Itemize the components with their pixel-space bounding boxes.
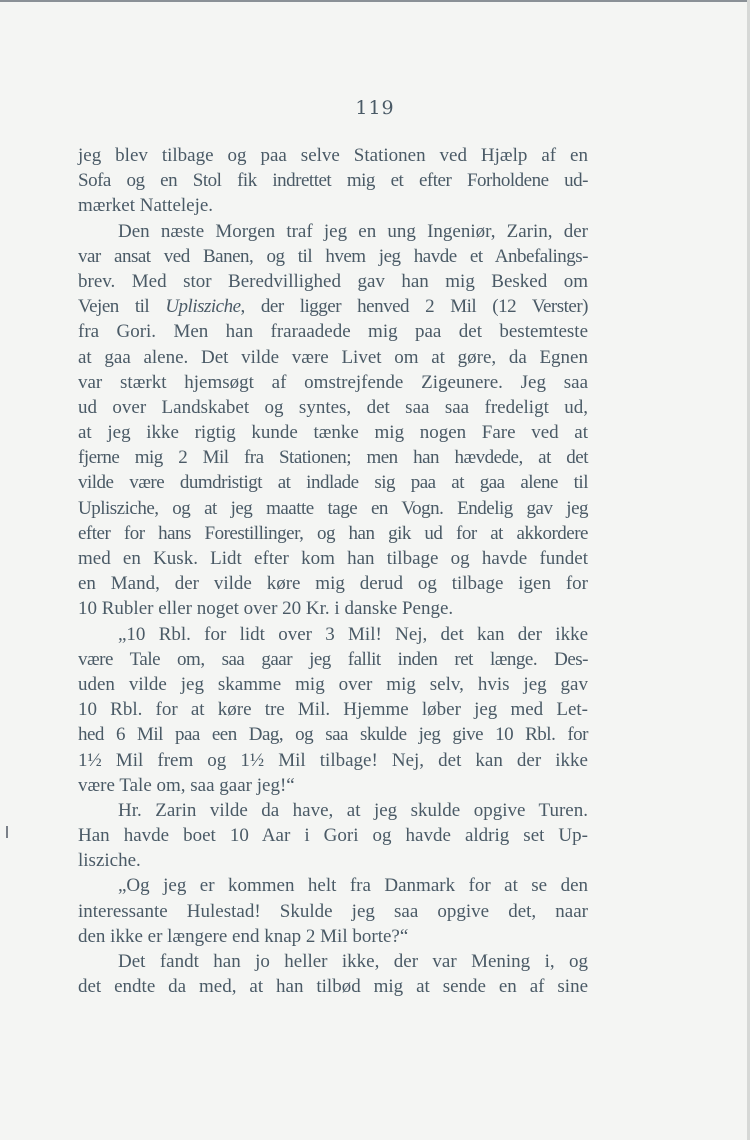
text-line: Sofa og en Stol fik indrettet mig et efter Forholdene ud- [78, 170, 588, 192]
text-line: uden vilde jeg skamme mig over mig selv, hvis jeg gav [78, 673, 588, 695]
text-line: interessante Hulestad! Skulde jeg saa opgive det, naar [78, 900, 588, 922]
text-line: være Tale om, saa gaar jeg fallit inden ret længe. Des- [78, 648, 588, 670]
text-line: vilde være dumdristigt at indlade sig paa at gaa alene til [78, 472, 588, 494]
text-line: „Og jeg er kommen helt fra Danmark for at se den [118, 875, 588, 897]
text-line: hed 6 Mil paa een Dag, og saa skulde jeg give 10 Rbl. for [78, 724, 588, 746]
text-line: den ikke er længere end knap 2 Mil borte?“ [78, 925, 409, 947]
text-line: en Mand, der vilde køre mig derud og tilbage igen for [78, 573, 588, 595]
text-line: efter for hans Forestillinger, og han gik ud for at akkordere [78, 522, 588, 544]
page-top-edge [0, 0, 750, 2]
text-line: lisziche. [78, 850, 141, 872]
text-line: Uplisziche, og at jeg maatte tage en Vogn. Endelig gav jeg [78, 497, 588, 519]
text-line: „10 Rbl. for lidt over 3 Mil! Nej, det kan der ikke [118, 623, 588, 645]
text-line: Den næste Morgen traf jeg en ung Ingeniør, Zarin, der [118, 220, 588, 242]
text-line: 10 Rbl. for at køre tre Mil. Hjemme løber jeg med Let- [78, 699, 588, 721]
margin-mark [6, 826, 8, 838]
text-line: mærket Natteleje. [78, 195, 214, 217]
text-line: fra Gori. Men han fraraadede mig paa det bestemteste [78, 321, 588, 343]
text-line: at jeg ikke rigtig kunde tænke mig nogen Fare ved at [78, 422, 588, 444]
text-line: være Tale om, saa gaar jeg!“ [78, 774, 295, 796]
text-line: ud over Landskabet og syntes, det saa saa fredeligt ud, [78, 396, 588, 418]
place-name-italic: Uplisziche [165, 296, 241, 318]
text-line: var stærkt hjemsøgt af omstrejfende Zigeunere. Jeg saa [78, 371, 588, 393]
text-line [78, 294, 588, 319]
text-line: det endte da med, at han tilbød mig at sende en af sine [78, 976, 588, 998]
text-line: jeg blev tilbage og paa selve Stationen ved Hjælp af en [78, 145, 588, 166]
text-line: Hr. Zarin vilde da have, at jeg skulde opgive Turen. [118, 799, 588, 821]
body-text [78, 143, 588, 999]
text-line: at gaa alene. Det vilde være Livet om at gøre, da Egnen [78, 346, 588, 368]
line-text: , der ligger henved 2 Mil (12 Verster) [240, 296, 589, 318]
text-line: brev. Med stor Beredvillighed gav han mig Besked om [78, 270, 588, 292]
text-line: 1½ Mil frem og 1½ Mil tilbage! Nej, det kan der ikke [78, 749, 588, 771]
page-number: 119 [355, 97, 395, 119]
text-line: Det fandt han jo heller ikke, der var Mening i, og [118, 951, 588, 972]
text-line: var ansat ved Banen, og til hvem jeg havde et Anbefalings- [78, 245, 588, 267]
text-line: fjerne mig 2 Mil fra Stationen; men han hævdede, at det [78, 447, 588, 469]
text-line: med en Kusk. Lidt efter kom han tilbage og havde fundet [78, 548, 588, 569]
text-line: 10 Rubler eller noget over 20 Kr. i danske Penge. [78, 598, 454, 620]
line-text: Vejen til [78, 296, 166, 318]
text-line: Han havde boet 10 Aar i Gori og havde aldrig set Up- [78, 825, 588, 847]
